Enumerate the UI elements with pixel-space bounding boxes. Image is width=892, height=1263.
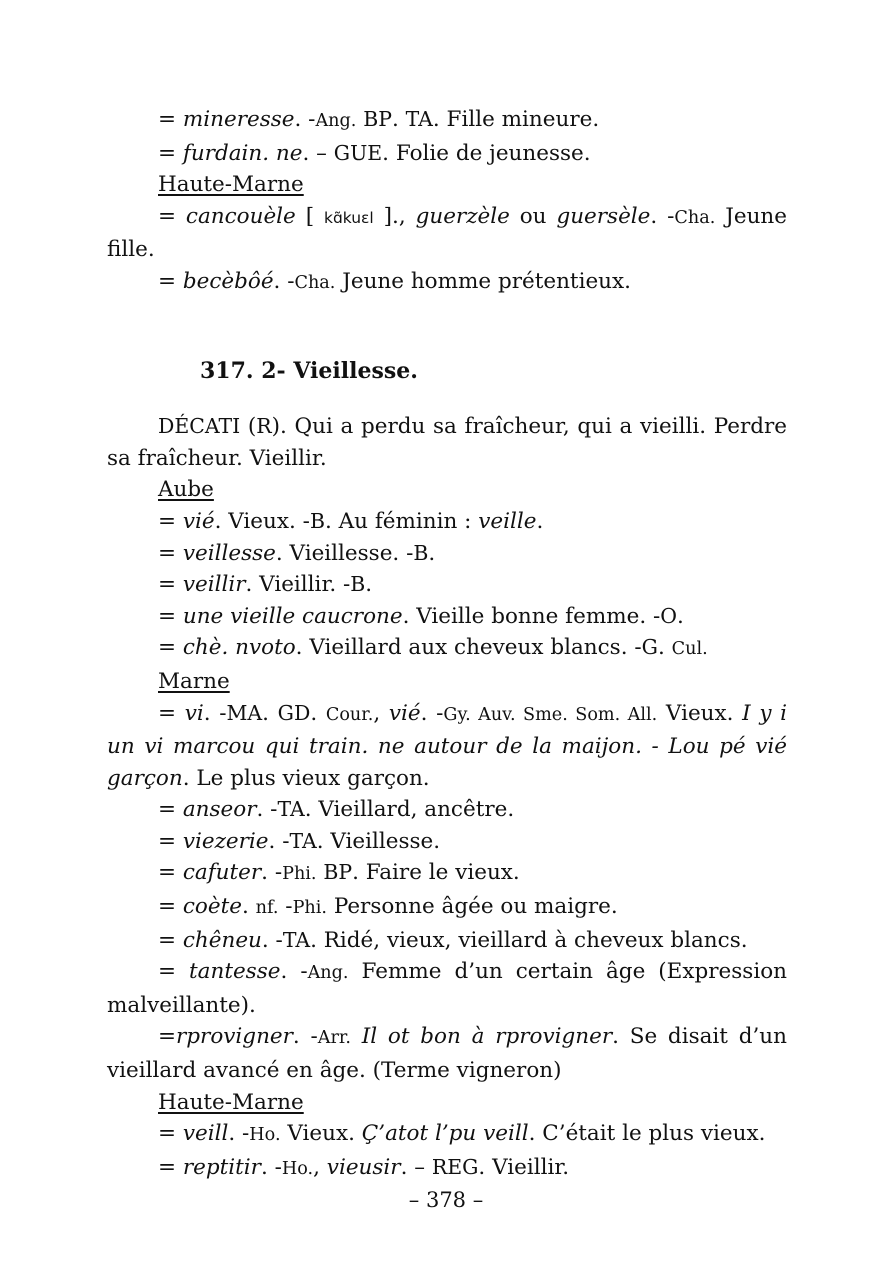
dictionary-entry — [107, 138, 787, 170]
italic-term: chè. nvoto — [182, 635, 296, 661]
place-abbrev: Phi. — [282, 864, 317, 885]
entry-text: . - — [650, 203, 675, 229]
entry-text: [ — [295, 203, 324, 229]
entry-text: = — [158, 860, 183, 886]
entry-text: = — [158, 927, 183, 953]
dictionary-entry — [107, 1021, 787, 1086]
source-abbrev: TA — [277, 797, 305, 822]
entries-top — [107, 104, 787, 169]
dictionary-entry — [107, 266, 787, 300]
entry-text: - — [278, 894, 293, 920]
italic-term: tantesse — [189, 959, 281, 985]
entries-marne — [107, 698, 787, 1087]
italic-term: chêneu — [182, 927, 262, 953]
section-heading: 317. 2- Vieillesse. — [200, 357, 418, 384]
place-abbrev: Ho. — [249, 1125, 281, 1146]
dictionary-entry — [107, 826, 787, 858]
entry-text: . - — [280, 959, 308, 985]
entry-text: . Fille mineure. — [432, 107, 600, 132]
place-abbrev: nf. — [255, 898, 279, 919]
source-abbrev: B — [413, 540, 429, 565]
italic-term: coète — [182, 894, 242, 920]
dictionary-entry — [107, 794, 787, 826]
entry-text: . - — [292, 1024, 318, 1050]
place-abbrev: Cul. — [671, 639, 708, 660]
italic-term: vi — [184, 700, 204, 726]
entry-text: . - — [261, 860, 283, 886]
entry-text: . Vieillard, ancêtre. — [304, 797, 515, 823]
entry-text: = — [158, 1024, 177, 1050]
entry-text: Femme d’un certain âge (Expression malveillante). — [107, 959, 787, 1018]
dictionary-entry — [107, 1118, 787, 1152]
italic-term: veille — [478, 508, 537, 534]
entry-text: . Le plus vieux garçon. — [182, 765, 430, 791]
entry-text: . Se disait d’un vieillard avancé en âge. (Terme vigneron) — [107, 1024, 788, 1084]
source-abbrev: O — [660, 603, 678, 628]
entry-text: . C’était le plus vieux. — [528, 1121, 766, 1147]
place-abbrev: Ang. — [315, 111, 357, 131]
place-abbrev: Ho. — [281, 1158, 314, 1179]
entries-aube — [107, 506, 787, 666]
entry-text: ]., — [373, 203, 416, 229]
entry-text: . - — [261, 927, 283, 953]
entry-text: . Au féminin : — [324, 508, 479, 534]
place-abbrev: Phi. — [292, 898, 327, 919]
entry-text: = — [158, 1154, 183, 1180]
entries-haute-marne-2 — [107, 1118, 787, 1185]
italic-term: cancouèle — [185, 203, 296, 229]
italic-term: rprovigner — [176, 1024, 293, 1050]
entry-text: . — [536, 508, 544, 534]
dictionary-entry — [107, 698, 787, 795]
intro-entry — [107, 411, 787, 474]
source-abbrev: B — [350, 572, 366, 597]
dictionary-entry — [107, 891, 787, 925]
entry-text: ou — [509, 203, 557, 229]
italic-term: becèbôé — [182, 268, 274, 294]
entry-text: . – — [400, 1154, 432, 1180]
italic-term: veillesse — [182, 540, 276, 566]
entry-text: = — [158, 203, 186, 229]
entry-text: . - — [228, 1121, 250, 1147]
page-body — [107, 104, 787, 1185]
phonetic: kɑ̃kuɛl — [323, 208, 374, 227]
entry-text: . Vieux. - — [214, 508, 310, 534]
place-abbrev: Gy. Auv. Sme. Som. All. — [443, 704, 658, 725]
source-abbrev: R — [256, 414, 272, 439]
entry-text: , — [373, 700, 389, 726]
entry-text: = — [158, 572, 183, 598]
entry-text: . - — [260, 1154, 282, 1180]
dictionary-entry — [107, 411, 787, 474]
entry-text: . - — [256, 797, 278, 823]
entry-text: . — [391, 107, 406, 132]
entry-text — [351, 1024, 362, 1049]
entry-text: = — [158, 540, 183, 566]
entry-text: = — [158, 635, 183, 661]
entry-text: . Vieillard aux cheveux blancs. - — [295, 635, 642, 661]
entry-text: . — [241, 894, 256, 920]
entry-text: . — [657, 635, 672, 661]
italic-term: mineresse — [182, 107, 295, 132]
dictionary-entry — [107, 601, 787, 633]
region-heading-marne: Marne — [158, 668, 230, 694]
entry-text: . Folie de jeunesse. — [382, 140, 591, 166]
italic-term: veill — [182, 1121, 229, 1147]
entry-text: = — [158, 797, 183, 823]
italic-term: vié — [388, 700, 421, 726]
source-abbrev: REG — [431, 1154, 479, 1179]
place-abbrev: Cha. — [294, 272, 336, 293]
source-abbrev: BP — [363, 107, 392, 131]
source-abbrev: BP — [323, 860, 353, 885]
entry-text: = — [158, 140, 183, 166]
dictionary-entry — [107, 201, 787, 266]
italic-term: guerzèle — [415, 203, 510, 229]
italic-term: Il ot bon à rprovigner — [361, 1024, 613, 1050]
entry-text: . — [677, 603, 684, 629]
entry-text: . Vieillir. — [478, 1154, 570, 1180]
region-heading-haute-marne-2: Haute-Marne — [158, 1089, 304, 1115]
italic-term: I y i un vi marcou qui train. ne autour de la maijon. - Lou pé vié garçon — [107, 700, 788, 791]
italic-term: vié — [182, 508, 215, 534]
region-heading-aube: Aube — [158, 477, 214, 503]
page-number: – 378 – — [408, 1188, 484, 1212]
italic-term: veillir — [182, 572, 246, 598]
entry-text: Personne âgée ou maigre. — [326, 894, 618, 920]
entry-text: = — [158, 107, 183, 132]
entry-text: ( — [240, 414, 257, 440]
entry-text: Jeune fille. — [107, 203, 787, 263]
entry-text: . - — [294, 107, 316, 132]
dictionary-entry — [107, 506, 787, 538]
source-abbrev: B — [309, 508, 325, 533]
source-abbrev: GUE — [333, 140, 383, 165]
place-abbrev: Cha. — [674, 207, 716, 228]
italic-term: anseor — [182, 797, 257, 823]
entry-text: = — [158, 508, 183, 534]
entry-text: = — [158, 603, 183, 629]
italic-term: une vieille caucrone — [182, 603, 403, 629]
place-abbrev: Ang. — [307, 963, 349, 984]
italic-term: furdain. ne — [182, 140, 303, 166]
italic-term: guersèle — [556, 203, 651, 229]
entry-text: ). Qui a perdu sa fraîcheur, qui a vieilli. Perdre sa fraîcheur. Vieillir. — [107, 414, 787, 471]
entry-text: = — [158, 959, 190, 985]
italic-term: viezerie — [182, 828, 269, 854]
entry-text: . – — [302, 140, 334, 166]
entry-text: . Faire le vieux. — [352, 860, 520, 886]
entry-text: . Vieillesse. - — [275, 540, 414, 566]
source-abbrev: G — [641, 635, 658, 660]
entry-text: . Vieillesse. — [316, 828, 441, 854]
source-abbrev: MA — [226, 700, 263, 725]
source-abbrev: TA — [282, 927, 311, 952]
entry-text: . — [428, 540, 436, 566]
entry-text: = — [158, 828, 183, 854]
entry-text: Vieux. — [280, 1121, 362, 1147]
entry-text: , — [313, 1154, 327, 1180]
entry-text: = — [158, 894, 183, 920]
italic-term: reptitir — [182, 1154, 261, 1180]
dictionary-entry — [107, 857, 787, 891]
source-abbrev: TA — [289, 828, 317, 853]
entry-text: . — [262, 700, 278, 726]
source-abbrev: DÉCATI — [158, 414, 241, 439]
entry-text: . - — [203, 700, 227, 726]
source-abbrev: TA — [405, 107, 433, 131]
entry-text: . - — [268, 828, 290, 854]
entry-text: = — [158, 1121, 183, 1147]
italic-term: cafuter — [182, 860, 262, 886]
dictionary-entry — [107, 632, 787, 666]
entries-haute-marne-1 — [107, 201, 787, 300]
entry-text: Vieux. — [657, 700, 743, 726]
italic-term: Ç’atot l’pu veill — [361, 1121, 529, 1147]
entry-text: = — [158, 700, 185, 726]
entry-text: . Ridé, vieux, vieillard à cheveux blancs. — [310, 927, 748, 953]
entry-text: . — [365, 572, 373, 598]
dictionary-entry — [107, 104, 787, 138]
dictionary-entry — [107, 956, 787, 1021]
entry-text: . - — [420, 700, 444, 726]
dictionary-entry — [107, 925, 787, 957]
entry-text: Jeune homme prétentieux. — [335, 268, 631, 294]
entry-text: . - — [273, 268, 295, 294]
dictionary-entry — [107, 569, 787, 601]
entry-text: . Vieille bonne femme. - — [402, 603, 661, 629]
place-abbrev: Cour. — [325, 704, 374, 725]
italic-term: vieusir — [326, 1154, 401, 1180]
entry-text: . Vieillir. - — [245, 572, 351, 598]
place-abbrev: Arr. — [317, 1028, 352, 1049]
source-abbrev: GD — [277, 700, 311, 725]
entry-text: = — [158, 268, 183, 294]
entry-text: . — [310, 700, 326, 726]
dictionary-entry — [107, 1152, 787, 1186]
dictionary-entry — [107, 538, 787, 570]
region-heading-haute-marne: Haute-Marne — [158, 172, 304, 198]
